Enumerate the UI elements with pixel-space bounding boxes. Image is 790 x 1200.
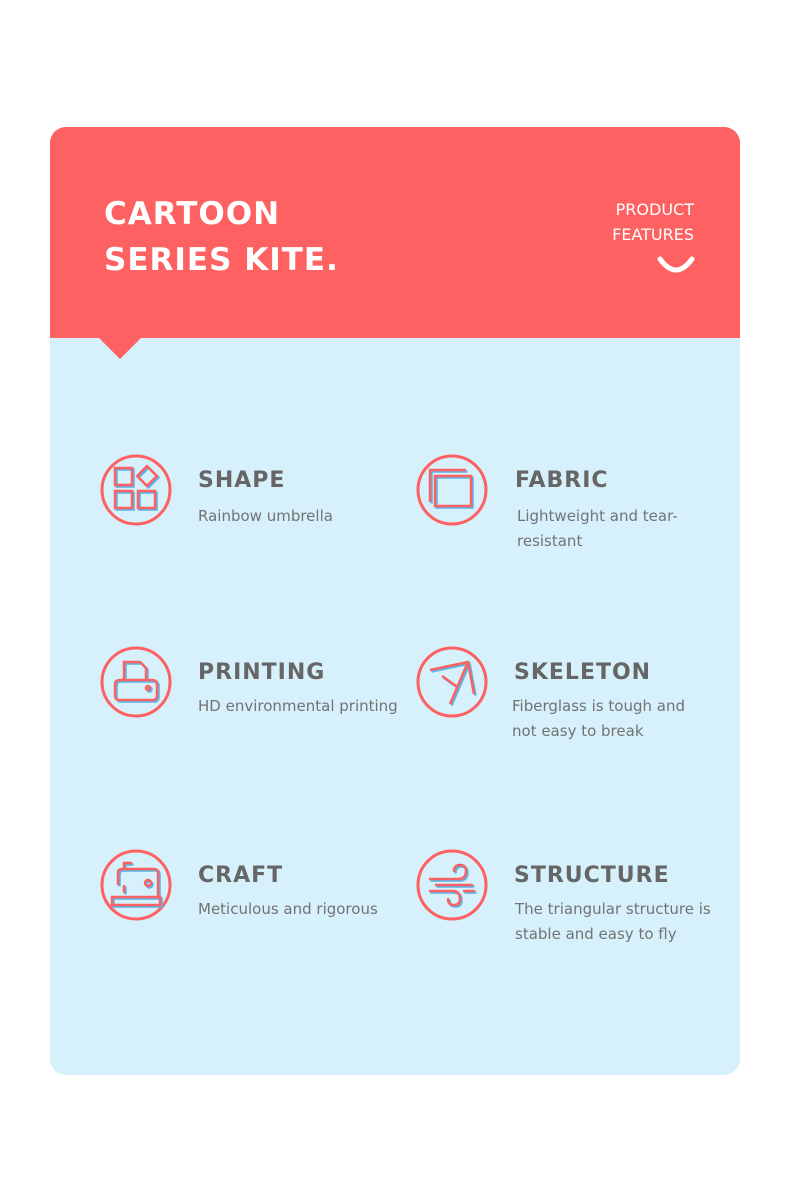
smile-icon — [656, 255, 696, 279]
kite-frame-icon — [416, 646, 488, 718]
feature-title: FABRIC — [515, 468, 609, 493]
feature-description: Rainbow umbrella — [198, 507, 333, 525]
feature-description: The triangular structure is stable and easy to fly — [515, 900, 711, 943]
page-title — [104, 191, 339, 283]
feature-title: CRAFT — [198, 863, 284, 888]
title-line-1: CARTOON — [104, 196, 281, 232]
sewing-machine-icon — [100, 849, 172, 921]
feature-title: SKELETON — [514, 660, 652, 685]
product-features-tag — [612, 197, 694, 247]
tag-line-1: PRODUCT — [615, 200, 694, 219]
header-pointer — [98, 337, 142, 359]
printer-icon — [100, 646, 172, 718]
feature-description: Meticulous and rigorous — [198, 900, 378, 918]
wind-icon — [416, 849, 488, 921]
feature-description: Lightweight and tear-resistant — [517, 507, 678, 550]
feature-title: STRUCTURE — [514, 863, 670, 888]
feature-card — [50, 127, 740, 1075]
fabric-layers-icon — [416, 454, 488, 526]
grid-squares-icon — [100, 454, 172, 526]
tag-line-2: FEATURES — [612, 225, 694, 244]
feature-title: SHAPE — [198, 468, 286, 493]
feature-description: HD environmental printing — [198, 697, 398, 715]
header-banner — [50, 127, 740, 338]
feature-title: PRINTING — [198, 660, 326, 685]
feature-description: Fiberglass is tough and not easy to break — [512, 697, 685, 740]
title-line-2: SERIES KITE. — [104, 242, 339, 278]
